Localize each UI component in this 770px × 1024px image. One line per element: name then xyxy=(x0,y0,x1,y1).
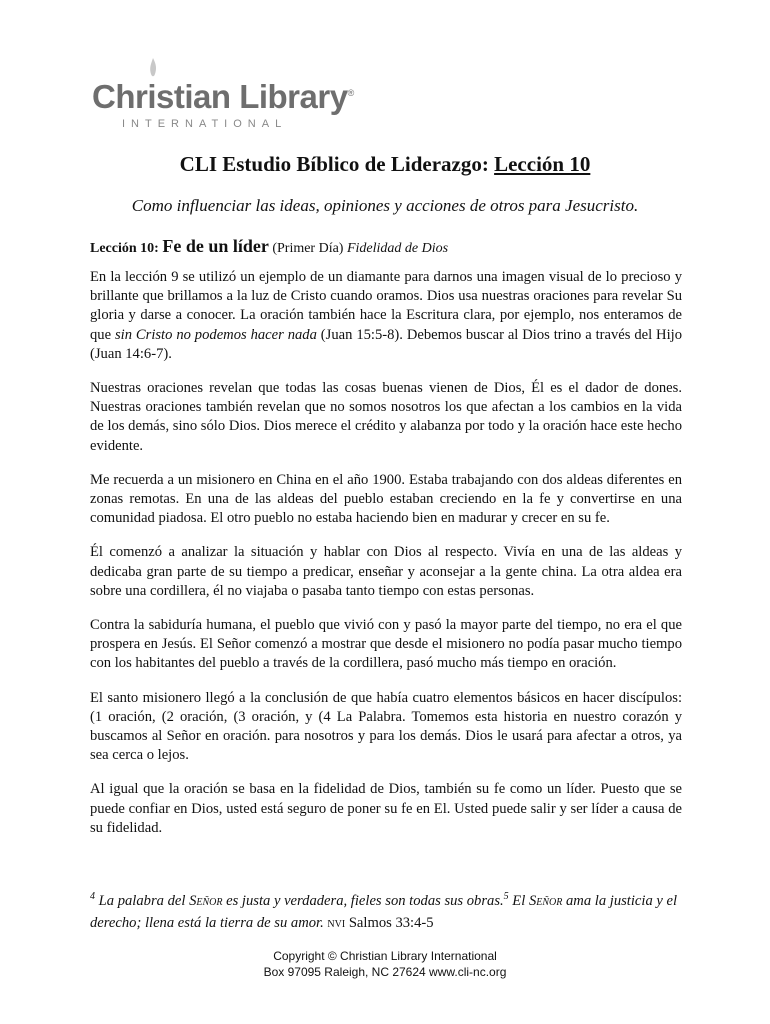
logo-subtitle: INTERNATIONAL xyxy=(122,118,288,130)
logo-wordmark: Christian Library® xyxy=(92,78,354,115)
bible-version: NVI xyxy=(327,918,346,930)
page-footer xyxy=(0,948,770,980)
paragraph-1: En la lección 9 se utilizó un ejemplo de un diamante para darnos una imagen visual de lo precioso y brillante que brillamos a la luz de Cristo cuando oramos. Dios usa nuestras oraciones para revelar Su gloria y darse a conocer. La oración también hace la Escritura clara, por ejemplo, nos enteramos de que sin Cristo no podemos hacer nada (Juan 15:5-8). Debemos buscar al Dios trino a través del Hijo (Juan 14:6-7). xyxy=(90,269,682,362)
scripture-footnote: $^4$ La palabra del Señor es justa y verdadera, fieles son todas sus obras.$^5$ El Señor ama la justicia y el derecho; llena está la tierra de su amor. NVI Salmos 33:4-5 xyxy=(90,891,678,931)
paragraph-6: El santo misionero llegó a la conclusión de que había cuatro elementos básicos en hacer discípulos: (1 oración, (2 oración, (3 oración, y (4 La Palabra. Tomemos esta historia en nuestro corazón y buscamos al Señor en oración. para nosotros y para los demás. Dios le usará para afectar a otros, ya sea cerca o lejos. xyxy=(90,689,682,764)
paragraph-5: Contra la sabiduría humana, el pueblo que vivió con y pasó la mayor parte del tiempo, no era el que prospera en Jesús. El Señor comenzó a mostrar que desde el misionero no podía pasar mucho tiempo con los habitantes del pueblo a través de la cordillera, pasó mucho más tiempo en oración. xyxy=(90,617,682,672)
christian-library-logo xyxy=(92,58,354,138)
lesson-name: Fe de un líder xyxy=(162,236,269,256)
page-subtitle: Como influenciar las ideas, opiniones y acciones de otros para Jesucristo. xyxy=(131,196,639,215)
paragraph-3: Me recuerda a un misionero en China en el año 1900. Estaba trabajando con dos aldeas diferentes en zonas remotas. En una de las aldeas del pueblo estaban creciendo en la fe y convertirse en una comunidad piadosa. El otro pueblo no estaba haciendo bien en madurar y crecer en su fe. xyxy=(90,471,682,527)
title-lesson: Lección 10 xyxy=(494,152,591,176)
paragraph-4: Él comenzó a analizar la situación y hablar con Dios al respecto. Vivía en una de las aldeas y dedicaba gran parte de su tiempo a predicar, enseñar y aconsejar a la gente china. La otra aldea era sobre una cordillera, él no viajaba o pasaba tanto tiempo con estas personas. xyxy=(90,544,682,599)
lesson-day: (Primer Día) xyxy=(268,241,347,256)
candle-flame-icon xyxy=(148,58,158,80)
address-line: Box 97095 Raleigh, NC 27624 www.cli-nc.org xyxy=(263,965,507,979)
lesson-body xyxy=(90,268,682,853)
copyright-line: Copyright © Christian Library International xyxy=(273,949,497,963)
lesson-topic: Fidelidad de Dios xyxy=(346,241,449,256)
emphasis-quote: sin Cristo no podemos hacer nada xyxy=(114,326,317,343)
title-text: CLI Estudio Bíblico de Liderazgo: xyxy=(179,152,495,176)
lesson-label: Lección 10: xyxy=(90,241,163,256)
paragraph-2: Nuestras oraciones revelan que todas las cosas buenas vienen de Dios, Él es el dador de dones. Nuestras oraciones también revelan que no somos nosotros los que afectan a los cambios en la vida de los demás, sino sólo Dios. Dios merece el crédito y alabanza por todo y la oración hace este hecho evidente. xyxy=(90,380,682,454)
paragraph-7: Al igual que la oración se basa en la fidelidad de Dios, también su fe como un líder. Puesto que se puede confiar en Dios, usted está seguro de poner su fe en El. Usted puede salir y ser líder a causa de su fidelidad. xyxy=(90,781,682,836)
lesson-heading xyxy=(90,236,448,257)
page-title xyxy=(0,152,770,177)
scripture-reference: Salmos 33:4-5 xyxy=(345,914,434,931)
